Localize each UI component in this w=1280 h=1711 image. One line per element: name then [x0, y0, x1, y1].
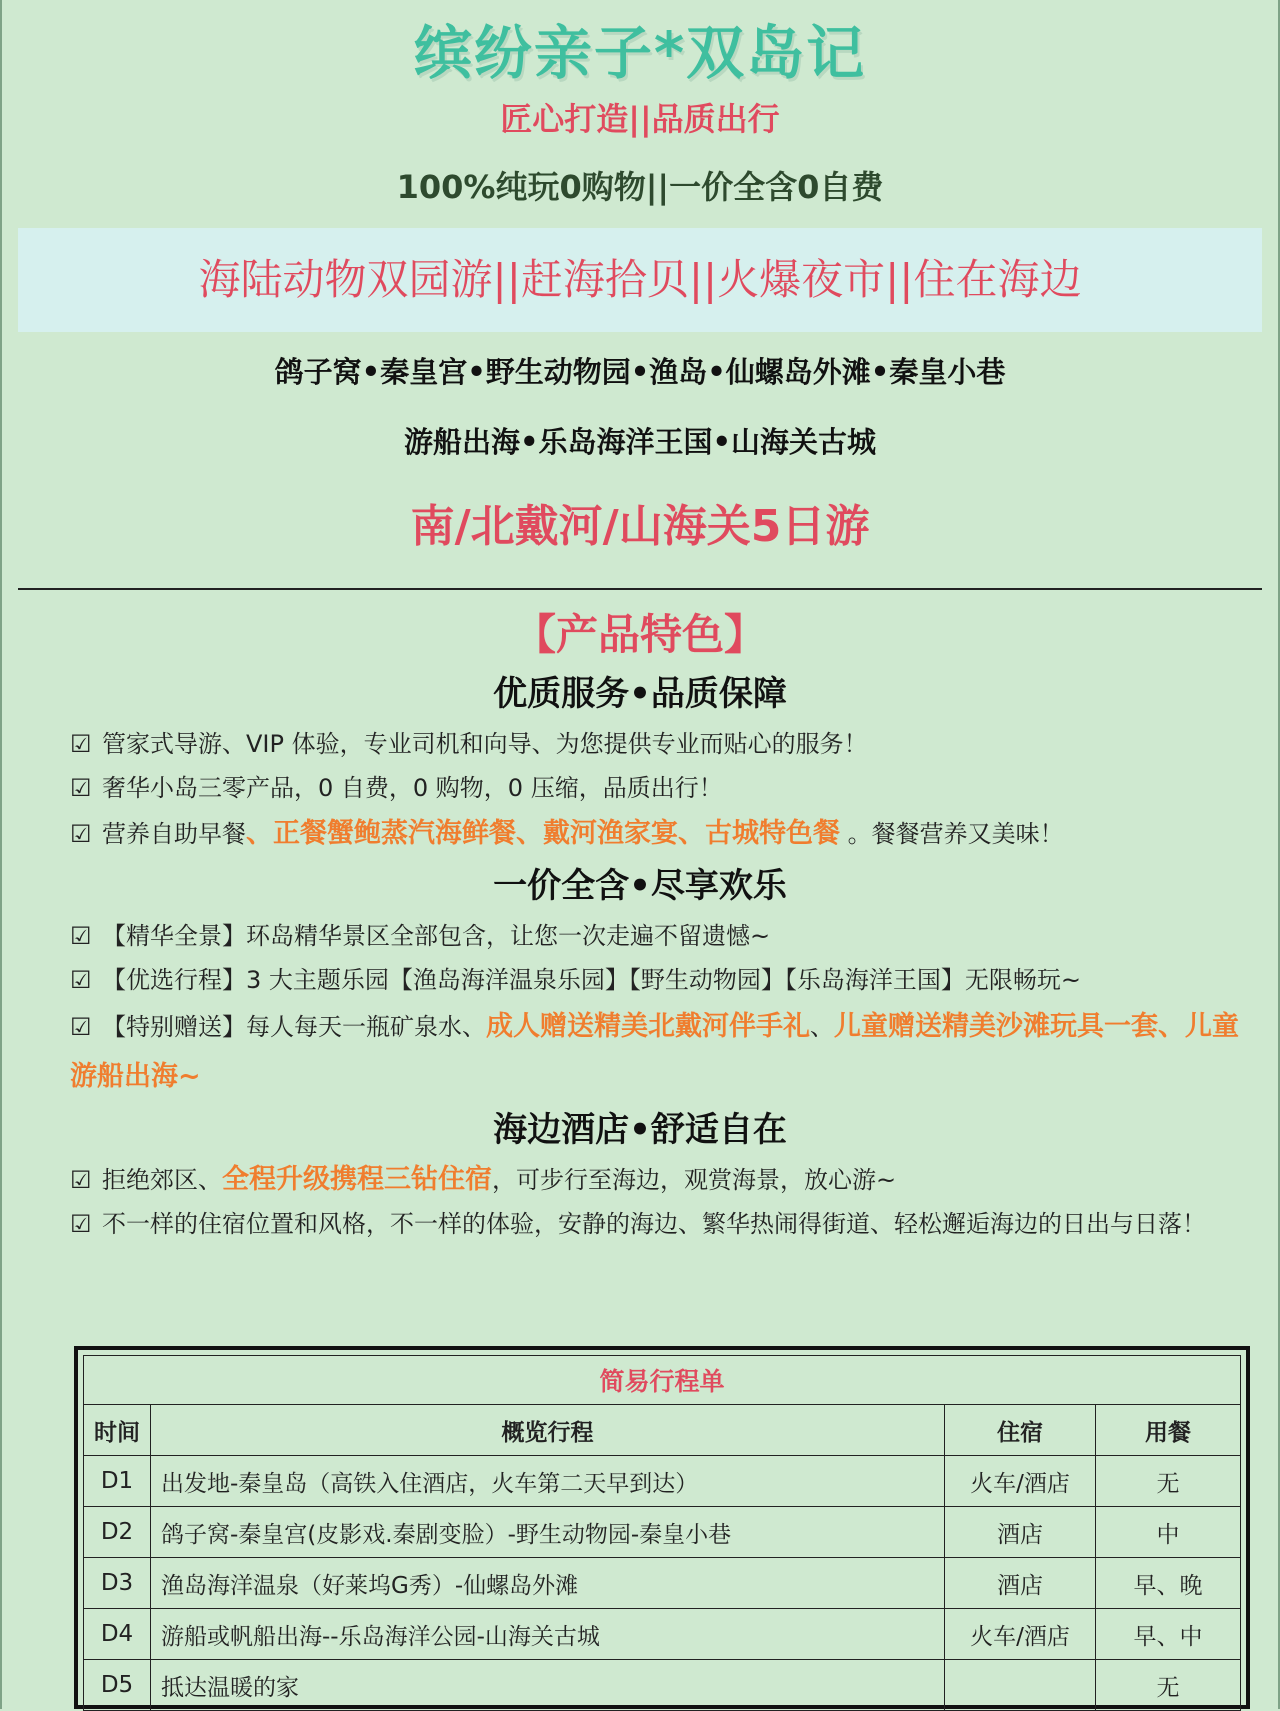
column-header: 用餐 — [1096, 1405, 1241, 1456]
checkbox-icon: ☑ — [70, 774, 92, 802]
column-header: 时间 — [84, 1405, 151, 1456]
cell-route: 出发地-秦皇岛（高铁入住酒店，火车第二天早到达） — [151, 1456, 945, 1507]
feature-item — [2, 810, 1278, 858]
feature-highlight: 成人赠送精美北戴河伴手礼 — [486, 1011, 810, 1042]
column-header: 概览行程 — [151, 1405, 945, 1456]
feature-item — [2, 1002, 1278, 1102]
table-row — [84, 1456, 1241, 1507]
itinerary-table-frame — [74, 1346, 1250, 1709]
cell-day: D4 — [84, 1609, 151, 1660]
feature-group-title: 优质服务•品质保障 — [493, 674, 787, 714]
feature-group-title: 海边酒店•舒适自在 — [493, 1110, 787, 1150]
cell-lodging: 酒店 — [945, 1507, 1096, 1558]
highlight-banner: 海陆动物双园游||赶海拾贝||火爆夜市||住在海边 — [18, 228, 1262, 332]
cell-meals: 早、晚 — [1096, 1558, 1241, 1609]
feature-highlight: 全程升级携程三钻住宿 — [222, 1164, 492, 1195]
feature-text: 【特别赠送】每人每天一瓶矿泉水、 — [102, 1013, 486, 1041]
checkbox-icon: ☑ — [70, 730, 92, 758]
feature-item — [2, 722, 1278, 766]
checkbox-icon: ☑ — [70, 1166, 92, 1194]
feature-text: 【优选行程】3 大主题乐园【渔岛海洋温泉乐园】【野生动物园】【乐岛海洋王国】无限畅玩~ — [102, 966, 1082, 994]
feature-item — [2, 766, 1278, 810]
feature-item — [2, 1158, 1278, 1202]
cell-day: D5 — [84, 1660, 151, 1711]
feature-highlight: 、正餐蟹鲍蒸汽海鲜餐、戴河渔家宴、古城特色餐 — [246, 818, 840, 849]
cell-meals: 无 — [1096, 1660, 1241, 1711]
checkbox-icon: ☑ — [70, 1013, 92, 1041]
feature-text: 【精华全景】环岛精华景区全部包含，让您一次走遍不留遗憾~ — [102, 922, 771, 950]
feature-text: 管家式导游、VIP 体验，专业司机和向导、为您提供专业而贴心的服务！ — [102, 730, 868, 758]
feature-item — [2, 1202, 1278, 1246]
feature-group-title: 一价全含•尽享欢乐 — [493, 866, 787, 906]
cell-route: 渔岛海洋温泉（好莱坞G秀）-仙螺岛外滩 — [151, 1558, 945, 1609]
page-title: 缤纷亲子*双岛记 — [413, 19, 867, 87]
cell-lodging: 酒店 — [945, 1558, 1096, 1609]
feature-text: 拒绝郊区、 — [102, 1166, 222, 1194]
cell-route: 抵达温暖的家 — [151, 1660, 945, 1711]
feature-item — [2, 958, 1278, 1002]
table-row — [84, 1558, 1241, 1609]
route-line-1: 鸽子窝•秦皇宫•野生动物园•渔岛•仙螺岛外滩•秦皇小巷 — [274, 355, 1006, 389]
table-caption: 简易行程单 — [84, 1356, 1241, 1405]
cell-meals: 无 — [1096, 1456, 1241, 1507]
cell-lodging — [945, 1660, 1096, 1711]
table-row — [84, 1507, 1241, 1558]
page-subtitle: 匠心打造||品质出行 — [500, 100, 780, 138]
feature-text: 奢华小岛三零产品，0 自费，0 购物，0 压缩，品质出行！ — [102, 774, 723, 802]
cell-meals: 早、中 — [1096, 1609, 1241, 1660]
checkbox-icon: ☑ — [70, 922, 92, 950]
cell-route: 鸽子窝-秦皇宫(皮影戏.秦剧变脸）-野生动物园-秦皇小巷 — [151, 1507, 945, 1558]
section-divider — [18, 588, 1262, 590]
feature-item — [2, 914, 1278, 958]
feature-text: ，可步行至海边，观赏海景，放心游~ — [492, 1166, 897, 1194]
route-line-2: 游船出海•乐岛海洋王国•山海关古城 — [403, 425, 877, 459]
checkbox-icon: ☑ — [70, 1210, 92, 1238]
feature-text: 不一样的住宿位置和风格，不一样的体验，安静的海边、繁华热闹得街道、轻松邂逅海边的日出与日落！ — [102, 1210, 1206, 1238]
table-row — [84, 1609, 1241, 1660]
tour-duration-title: 南/北戴河/山海关5日游 — [410, 501, 870, 552]
checkbox-icon: ☑ — [70, 966, 92, 994]
cell-day: D2 — [84, 1507, 151, 1558]
cell-day: D1 — [84, 1456, 151, 1507]
feature-text: 营养自助早餐 — [102, 820, 246, 848]
cell-lodging: 火车/酒店 — [945, 1609, 1096, 1660]
features-section-title: 【产品特色】 — [513, 610, 766, 659]
feature-text: 。餐餐营养又美味！ — [840, 820, 1064, 848]
cell-lodging: 火车/酒店 — [945, 1456, 1096, 1507]
cell-day: D3 — [84, 1558, 151, 1609]
itinerary-table — [83, 1355, 1241, 1711]
cell-route: 游船或帆船出海--乐岛海洋公园-山海关古城 — [151, 1609, 945, 1660]
feature-text: 、 — [810, 1013, 834, 1041]
cell-meals: 中 — [1096, 1507, 1241, 1558]
table-row — [84, 1660, 1241, 1711]
column-header: 住宿 — [945, 1405, 1096, 1456]
slogan: 100%纯玩0购物||一价全含0自费 — [396, 168, 884, 206]
checkbox-icon: ☑ — [70, 820, 92, 848]
feature-highlight: 儿童赠送精美沙滩玩具一套、儿童游船出海~ — [70, 1011, 1239, 1092]
